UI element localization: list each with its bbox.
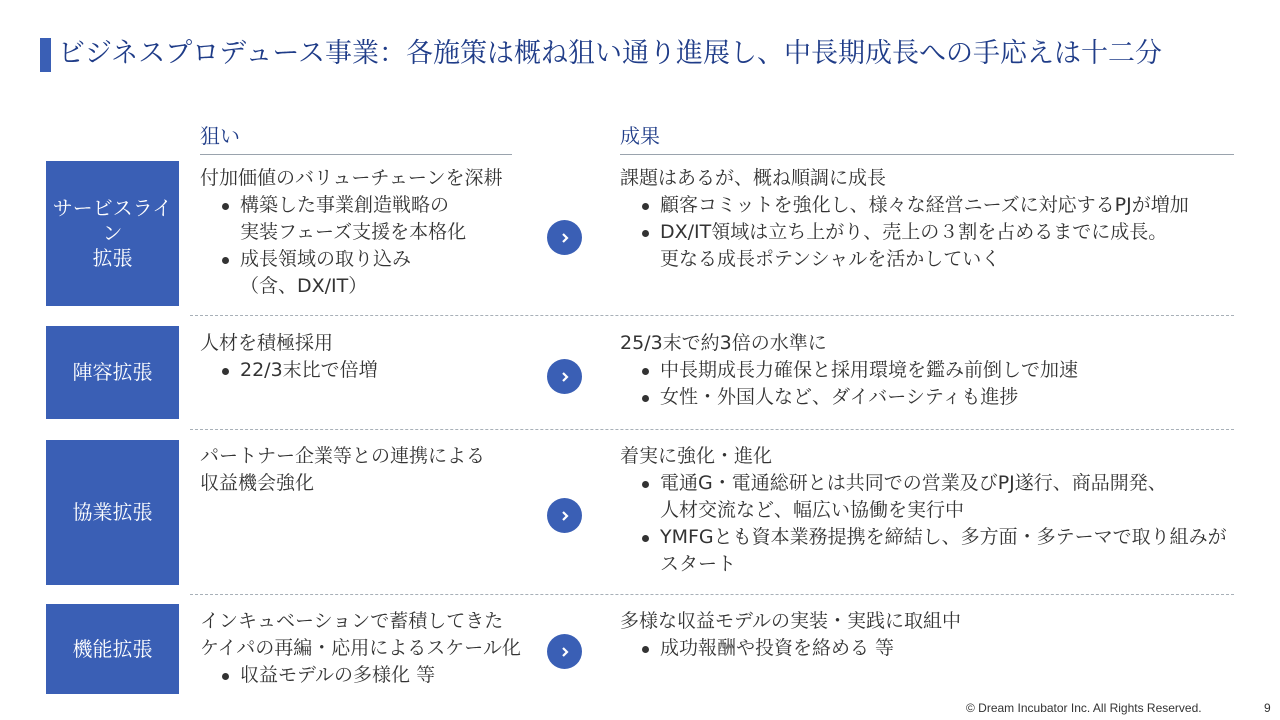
aim-heading: パートナー企業等との連携による 収益機会強化: [200, 445, 486, 494]
row-result-service-line: [620, 165, 1250, 273]
aim-bullet: 成長領域の取り込み （含、DX/IT）: [200, 246, 530, 300]
row-label-service-line: [46, 161, 179, 306]
row-label-staff: [46, 326, 179, 419]
row-divider: [190, 594, 1234, 595]
result-bullet: 成功報酬や投資を絡める 等: [620, 635, 1250, 662]
aim-heading: インキュベーションで蓄積してきた ケイパの再編・応用によるスケール化: [200, 610, 521, 659]
row-result-function: [620, 608, 1250, 662]
row-aim-collaboration: [200, 443, 530, 497]
result-bullet: 中長期成長力確保と採用環境を鑑み前倒しで加速: [620, 357, 1250, 384]
row-aim-function: [200, 608, 530, 689]
result-bullet: DX/IT領域は立ち上がり、売上の３割を占めるまでに成長。 更なる成長ポテンシャルを活かしていく: [620, 219, 1250, 273]
row-label-text: 機能拡張: [72, 636, 153, 661]
result-heading: 課題はあるが、概ね順調に成長: [620, 167, 887, 189]
row-label-collaboration: [46, 440, 179, 585]
result-heading: 25/3末で約3倍の水準に: [620, 332, 827, 354]
result-bullet: 女性・外国人など、ダイバーシティも進捗: [620, 384, 1250, 411]
row-aim-staff: [200, 330, 530, 384]
row-result-staff: [620, 330, 1250, 411]
page-number: 9: [1264, 701, 1271, 715]
title-accent-bar: [40, 38, 51, 72]
row-label-function: [46, 604, 179, 694]
row-divider: [190, 315, 1234, 316]
result-bullet: 顧客コミットを強化し、様々な経営ニーズに対応するPJが増加: [620, 192, 1250, 219]
arrow-icon: [547, 220, 582, 255]
row-label-text: 協業拡張: [72, 500, 153, 524]
result-heading: 多様な収益モデルの実装・実践に取組中: [620, 610, 962, 632]
aim-bullet: 収益モデルの多様化 等: [200, 662, 530, 689]
column-header-aim: 狙い: [200, 122, 512, 155]
arrow-icon: [547, 498, 582, 533]
row-label-text: サービスライン 拡張: [52, 196, 173, 270]
row-aim-service-line: [200, 165, 530, 300]
column-header-result: 成果: [620, 122, 1234, 155]
page-title: ビジネスプロデュース事業：各施策は概ね狙い通り進展し、中長期成長への手応えは十二分: [58, 38, 1163, 69]
result-heading: 着実に強化・進化: [620, 445, 773, 467]
row-label-text: 陣容拡張: [72, 360, 153, 384]
aim-heading: 人材を積極採用: [200, 332, 334, 354]
result-bullet: 電通G・電通総研とは共同での営業及びPJ遂行、商品開発、 人材交流など、幅広い協働を実行中: [620, 470, 1250, 524]
row-result-collaboration: [620, 443, 1250, 578]
row-divider: [190, 429, 1234, 430]
result-bullet: YMFGとも資本業務提携を締結し、多方面・多テーマで取り組みが スタート: [620, 524, 1250, 578]
arrow-icon: [547, 634, 582, 669]
aim-heading: 付加価値のバリューチェーンを深耕: [200, 167, 503, 189]
copyright-footer: © Dream Incubator Inc. All Rights Reserved.: [966, 701, 1202, 715]
aim-bullet: 構築した事業創造戦略の 実装フェーズ支援を本格化: [200, 192, 530, 246]
arrow-icon: [547, 359, 582, 394]
aim-bullet: 22/3末比で倍増: [200, 357, 530, 384]
